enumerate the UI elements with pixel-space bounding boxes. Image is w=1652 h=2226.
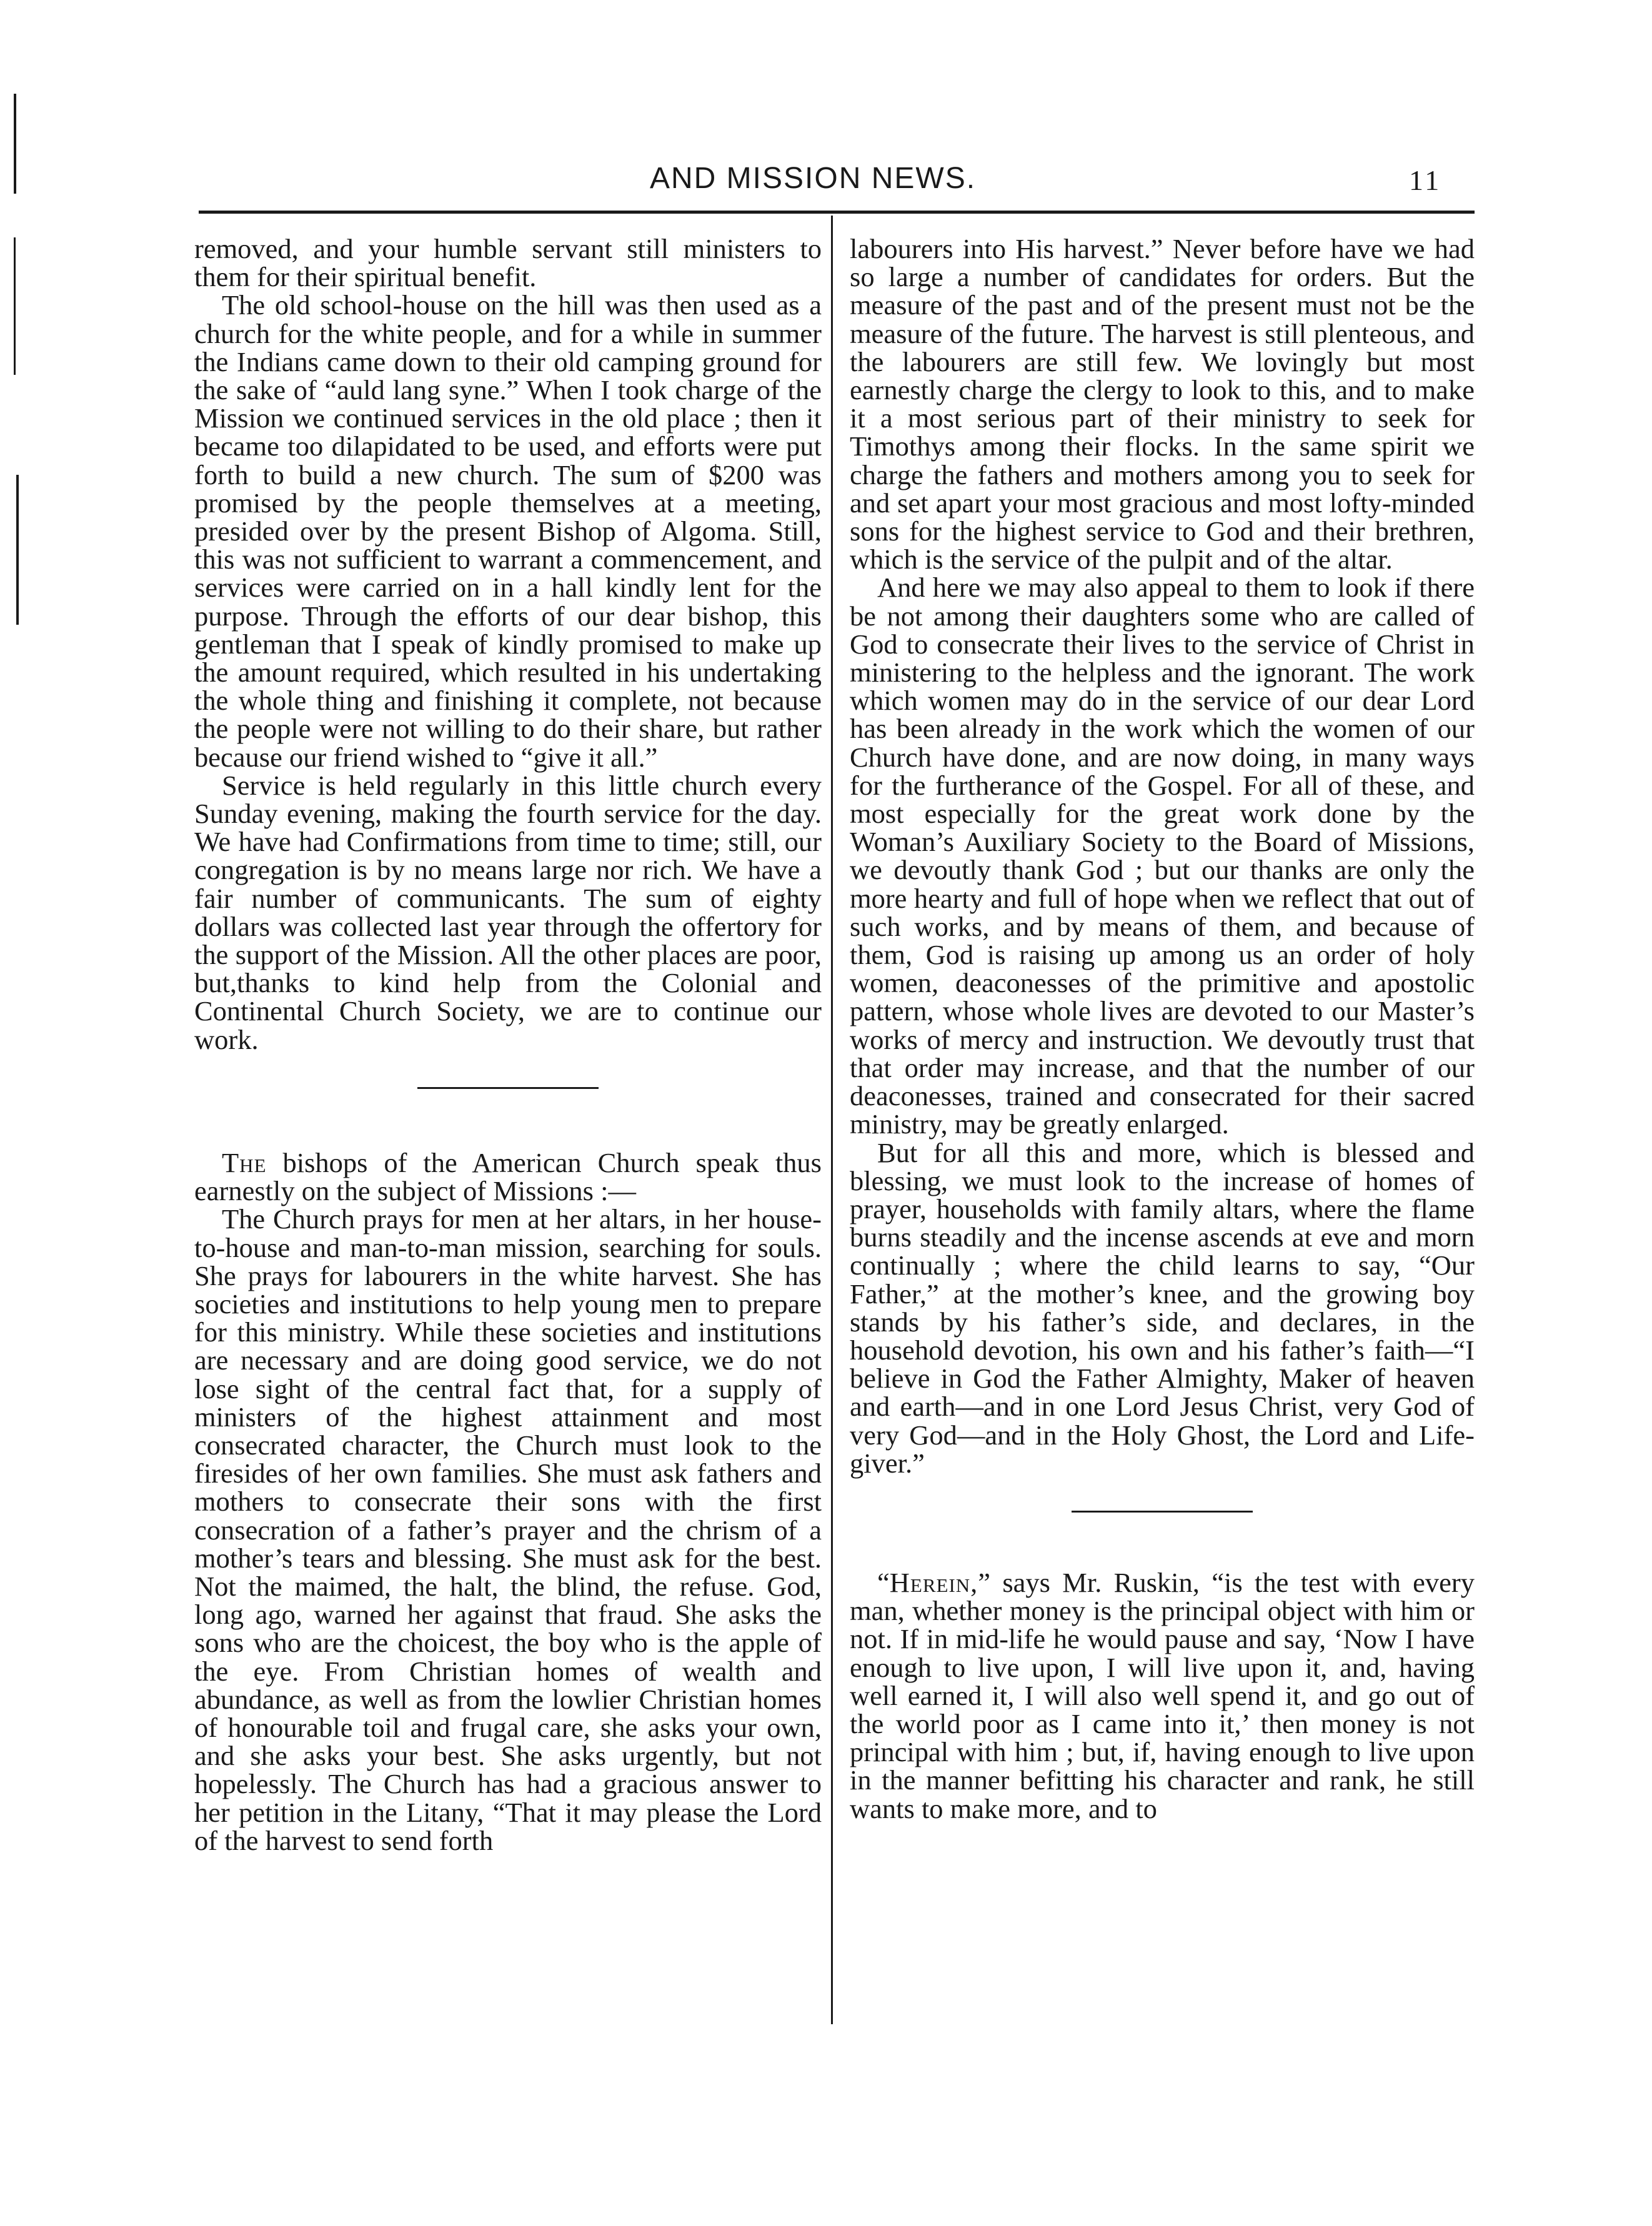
paragraph-text: ” says Mr. Ruskin, “is the test with every man, whether money is the principal object with him or not. If in mid-life he would pause and say, ‘Now I have enough to live upon, I will live upon it, and, having well earned it, I will also well spend it, and go out of the world poor as I came into it,’ then money is not principal with him ; but, if, having enough to live upon in the manner befitting his character and rank, he still wants to make more, and to <box>850 1566 1475 1824</box>
running-title: AND MISSION NEWS. <box>650 162 977 195</box>
paragraph: The old school-house on the hill was then used as a church for the white people, and for a while in summer the Indians came down to their old camping ground for the sake of “auld lang syne.” When I took charge of the Mission we continued services in the old place ; then it became too dilapidated to be used, and efforts were put forth to build a new church. The sum of $200 was promised by the people themselves at a meeting, presided over by the present Bishop of Algoma. Still, this was not sufficient to warrant a commencement, and services were carried on in a hall kindly lent for the purpose. Through the efforts of our dear bishop, this gentleman that I speak of kindly promised to make up the amount required, which resulted in his undertaking the whole thing and finishing it complete, not because the people were not willing to do their share, but rather because our friend wished to “give it all.” <box>194 289 822 773</box>
binding-mark <box>14 237 16 375</box>
paragraph: removed, and your humble servant still ministers to them for their spiritual benefit. <box>194 233 822 293</box>
lead-word: The <box>222 1146 267 1178</box>
paragraph: Service is held regularly in this little church every Sunday evening, making the fourth service for the day. We have had Confirmations from time to time; still, our congregation is by no means large nor rich. We have a fair number of communicants. The sum of eighty dollars was collected last year through the offertory for the support of the Mission. All the other places are poor, but,thanks to kind help from the Colonial and Continental Church Society, we are to continue our work. <box>194 769 822 1055</box>
left-column <box>194 235 822 1855</box>
lead-word: Herein, <box>889 1566 978 1598</box>
intro-text: bishops of the American Church speak thus earnestly on the subject of Missions :— <box>194 1146 822 1207</box>
paragraph: But for all this and more, which is blessed and blessing, we must look to the increase of homes of prayer, households with family altars, where the flame burns steadily and the incense ascends at eve and morn continually ; where the child learns to say, “Our Father,” at the mother’s knee, and the growing boy stands by his father’s side, and declares, in the household devotion, his own and his father’s faith—“I believe in God the Father Almighty, Maker of heaven and earth—and in one Lord Jesus Christ, very God of very God—and in the Holy Ghost, the Lord and Life-giver.” <box>850 1136 1475 1479</box>
binding-mark <box>16 475 19 625</box>
column-divider <box>831 216 833 2024</box>
paragraph: labourers into His harvest.” Never before have we had so large a number of candidates for orders. But the measure of the past and of the present must not be the measure of the future. The harvest is still plenteous, and the labourers are still few. We lovingly but most earnestly charge the clergy to look to this, and to make it a most serious part of their ministry to seek for Timothys among their flocks. In the same spirit we charge the fathers and mothers among you to seek for and set apart your most gracious and most lofty-minded sons for the highest service to God and their brethren, which is the service of the pulpit and of the altar. <box>850 233 1475 575</box>
section-divider <box>417 1087 599 1089</box>
right-column <box>850 235 1475 1823</box>
binding-mark <box>14 94 16 194</box>
paragraph: The Church prays for men at her altars, in her house-to-house and man-to-man mission, searching for souls. She prays for labourers in the white harvest. She has societies and institutions to help young men to prepare for this ministry. While these societies and institutions are necessary and are doing good service, we do not lose sight of the central fact that, for a supply of ministers of the highest attainment and most consecrated character, the Church must look to the firesides of her own families. She must ask fathers and mothers to consecrate their sons with the first consecration of a father’s prayer and the chrism of a mother’s tears and blessing. She must ask for the best. Not the maimed, the halt, the blind, the refuse. God, long ago, warned her against that fraud. She asks the sons who are the choicest, the boy who is the apple of the eye. From Christian homes of wealth and abundance, as well as from the lowlier Christian homes of honourable toil and frugal care, she asks your own, and she asks your best. She asks urgently, but not hopelessly. The Church has had a gracious answer to her petition in the Litany, “That it may please the Lord of the harvest to send forth <box>194 1203 822 1856</box>
header-rule <box>199 211 1475 214</box>
paragraph: And here we may also appeal to them to look if there be not among their daughters some who are called of God to consecrate their lives to the service of Christ in ministering to the helpless and the ignorant. The work which women may do in the service of our dear Lord has been already in the work which the women of our Church have done, and are now doing, in many ways for the furtherance of the Gospel. For all of these, and most especially for the great work done by the Woman’s Auxiliary Society to the Board of Missions, we devoutly thank God ; but our thanks are only the more hearty and full of hope when we reflect that out of such works, and by means of them, and because of them, God is raising up among us an order of holy women, deaconesses of the primitive and apostolic pattern, whose whole lives are devoted to our Master’s works of mercy and instruction. We devoutly trust that that order may increase, and that the number of our deaconesses, trained and consecrated for their sacred ministry, may be greatly enlarged. <box>850 572 1475 1140</box>
ruskin-paragraph <box>850 1566 1475 1824</box>
section-intro <box>194 1146 822 1207</box>
page-number: 11 <box>1409 164 1442 196</box>
open-quote: “ <box>877 1566 890 1598</box>
section-divider <box>1072 1511 1253 1513</box>
